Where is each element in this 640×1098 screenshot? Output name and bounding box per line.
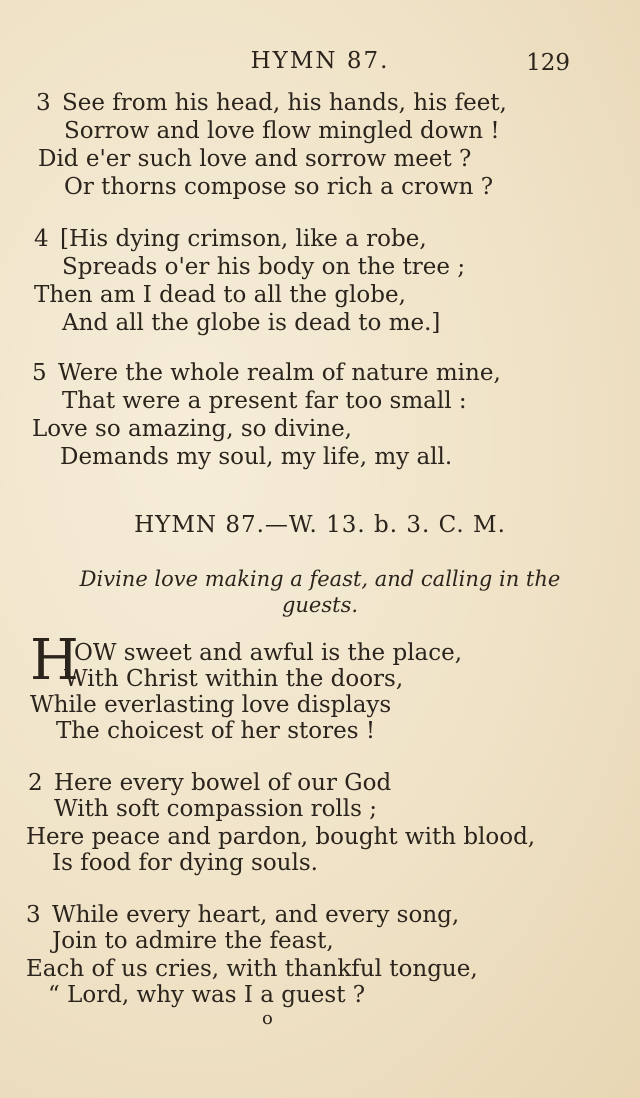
- signature-mark: o: [262, 1008, 273, 1029]
- verse-line: With Christ within the doors,: [64, 666, 404, 692]
- hymn-subtitle: guests.: [281, 593, 359, 617]
- verse-line: Love so amazing, so divine,: [32, 416, 352, 442]
- verse-number: 4: [34, 226, 49, 252]
- verse-line: Here peace and pardon, bought with blood,: [26, 824, 536, 850]
- verse-number: 2: [28, 770, 43, 796]
- verse-line: OW sweet and awful is the place,: [74, 640, 463, 666]
- verse-number: 3: [26, 902, 41, 928]
- verse-text: While every heart, and every song,: [52, 902, 460, 928]
- hymn-subtitle: Divine love making a feast, and calling in the: [79, 567, 561, 591]
- hymn-heading: HYMN 87.—W. 13. b. 3. C. M.: [134, 512, 506, 538]
- verse-line: [26, 902, 459, 928]
- verse-line: Or thorns compose so rich a crown ?: [64, 174, 494, 200]
- verse-line: Demands my soul, my life, my all.: [60, 444, 453, 470]
- page-number: 129: [526, 50, 570, 76]
- verse-line: “ Lord, why was I a guest ?: [48, 982, 366, 1008]
- running-head: [0, 48, 640, 84]
- drop-cap: H: [30, 628, 79, 693]
- verse-line: Spreads o'er his body on the tree ;: [62, 254, 466, 280]
- verse-line: Is food for dying souls.: [52, 850, 318, 876]
- verse-text: See from his head, his hands, his feet,: [62, 90, 507, 116]
- verse-text: Here every bowel of our God: [54, 770, 392, 796]
- verse-line: And all the globe is dead to me.]: [62, 310, 441, 336]
- verse-line: Then am I dead to all the globe,: [34, 282, 406, 308]
- verse-line: That were a present far too small :: [62, 388, 467, 414]
- verse-line: Sorrow and love flow mingled down !: [64, 118, 500, 144]
- verse-line: While everlasting love displays: [30, 692, 392, 718]
- verse-text: [His dying crimson, like a robe,: [60, 226, 427, 252]
- running-title: HYMN 87.: [250, 48, 390, 74]
- verse-number: 3: [36, 90, 51, 116]
- verse-line: [28, 770, 391, 796]
- verse-number: 5: [32, 360, 47, 386]
- verse-line: Each of us cries, with thankful tongue,: [26, 956, 478, 982]
- verse-line: [32, 360, 501, 386]
- verse-line: [36, 90, 507, 116]
- verse-line: With soft compassion rolls ;: [54, 796, 377, 822]
- verse-line: Did e'er such love and sorrow meet ?: [38, 146, 472, 172]
- verse-line: The choicest of her stores !: [56, 718, 376, 744]
- verse-line: [34, 226, 427, 252]
- verse-line: Join to admire the feast,: [52, 928, 334, 954]
- verse-text: Were the whole realm of nature mine,: [58, 360, 501, 386]
